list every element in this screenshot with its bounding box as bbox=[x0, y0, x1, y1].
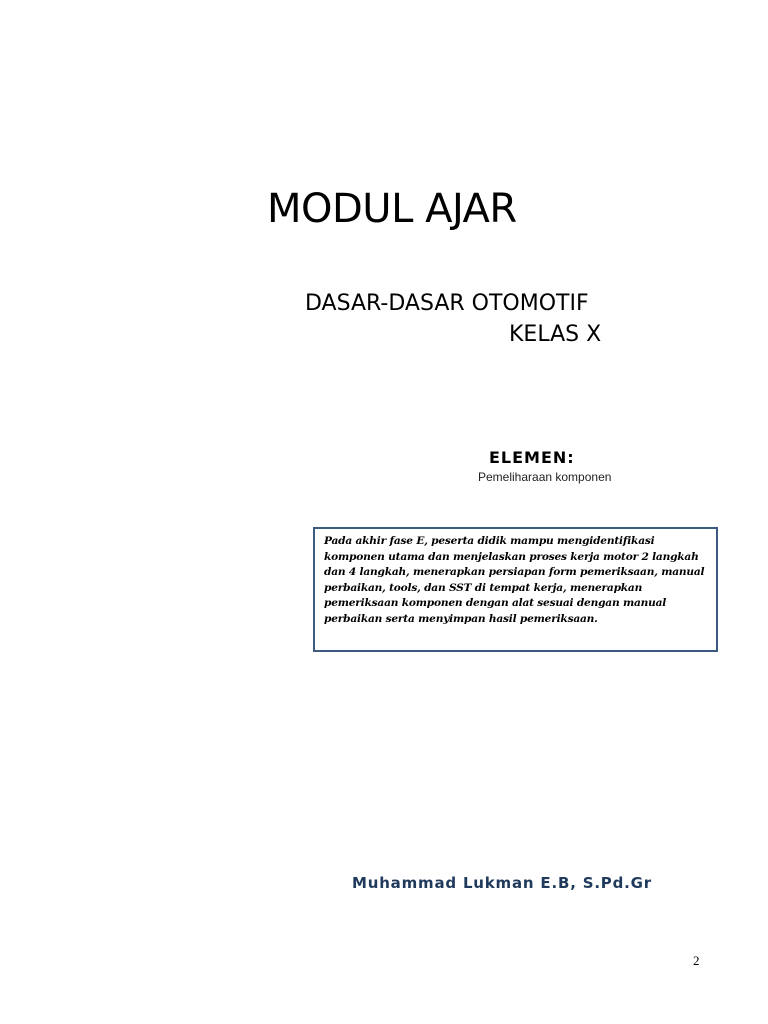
learning-outcome-text: Pada akhir fase E, peserta didik mampu mengidentifikasi komponen utama dan menjelaskan proses kerja motor 2 langkah dan 4 langkah, menerapkan persiapan form pemeriksaan, manual perbaikan, tools, dan SST di tempat kerja, menerapkan pemeriksaan komponen dengan alat sesuai dengan manual perbaikan serta menyimpan hasil pemeriksaan. bbox=[324, 535, 705, 625]
author-name: Muhammad Lukman E.B, S.Pd.Gr bbox=[352, 874, 652, 892]
document-title: MODUL AJAR bbox=[267, 186, 517, 232]
subject-title: DASAR-DASAR OTOMOTIF bbox=[305, 291, 589, 316]
page-number: 2 bbox=[693, 953, 700, 968]
element-value: Pemeliharaan komponen bbox=[478, 470, 612, 484]
learning-outcome-box bbox=[313, 527, 718, 652]
element-heading: ELEMEN: bbox=[489, 448, 575, 467]
grade-label: KELAS X bbox=[509, 322, 602, 347]
